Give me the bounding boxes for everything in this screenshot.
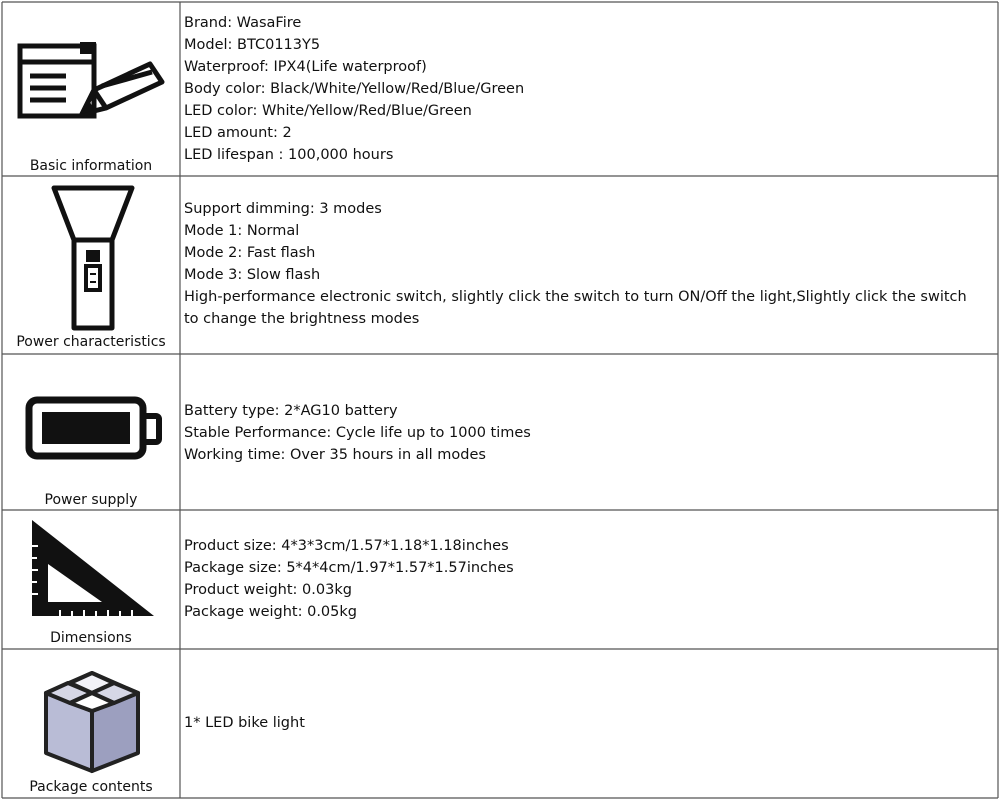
spec-line-battery-type: Battery type: 2*AG10 battery <box>184 403 398 419</box>
section-label: Package contents <box>29 779 153 795</box>
icon-cell <box>2 2 180 176</box>
spec-lines <box>184 535 984 623</box>
document-pencil-icon <box>2 2 180 176</box>
spec-line-package-size: Package size: 5*4*4cm/1.97*1.57*1.57inches <box>184 560 514 576</box>
icon-cell <box>2 176 180 354</box>
section-label: Power characteristics <box>16 334 166 350</box>
box-icon <box>2 649 180 798</box>
spec-lines <box>184 12 984 166</box>
spec-line-led-lifespan: LED lifespan : 100,000 hours <box>184 147 394 163</box>
spec-row-basic-information <box>2 2 998 176</box>
spec-line-led-color: LED color: White/Yellow/Red/Blue/Green <box>184 103 472 119</box>
spec-line-mode-2: Mode 2: Fast flash <box>184 245 316 261</box>
spec-line-waterproof: Waterproof: IPX4(Life waterproof) <box>184 59 427 75</box>
spec-row-power-supply <box>2 354 998 510</box>
spec-line-product-size: Product size: 4*3*3cm/1.57*1.18*1.18inches <box>184 538 509 554</box>
spec-row-dimensions <box>2 510 998 649</box>
section-label: Basic information <box>29 158 153 174</box>
spec-line-switch: High-performance electronic switch, slightly click the switch to turn ON/Off the light,Slightly click the switch to change the brightness modes <box>184 289 967 327</box>
icon-cell <box>2 354 180 510</box>
spec-lines <box>184 198 984 330</box>
spec-line-brand: Brand: WasaFire <box>184 15 302 31</box>
spec-line-body-color: Body color: Black/White/Yellow/Red/Blue/Green <box>184 81 525 97</box>
section-label: Dimensions <box>50 630 132 646</box>
spec-line-contents: 1* LED bike light <box>184 715 305 731</box>
battery-icon <box>2 354 180 510</box>
spec-row-power-characteristics <box>2 176 998 354</box>
spec-line-led-amount: LED amount: 2 <box>184 125 292 141</box>
spec-line-working-time: Working time: Over 35 hours in all modes <box>184 447 486 463</box>
icon-cell <box>2 510 180 649</box>
spec-line-product-weight: Product weight: 0.03kg <box>184 582 352 598</box>
flashlight-icon <box>2 176 180 354</box>
spec-line-mode-1: Mode 1: Normal <box>184 223 300 239</box>
spec-line-cycle-life: Stable Performance: Cycle life up to 1000 times <box>184 425 531 441</box>
spec-row-package-contents <box>2 649 998 798</box>
spec-line-model: Model: BTC0113Y5 <box>184 37 321 53</box>
spec-lines <box>184 400 984 466</box>
set-square-icon <box>2 510 180 649</box>
spec-lines <box>184 712 984 734</box>
spec-line-mode-3: Mode 3: Slow flash <box>184 267 321 283</box>
spec-line-package-weight: Package weight: 0.05kg <box>184 604 357 620</box>
icon-cell <box>2 649 180 798</box>
spec-line-dimming: Support dimming: 3 modes <box>184 201 382 217</box>
section-label: Power supply <box>44 492 138 508</box>
